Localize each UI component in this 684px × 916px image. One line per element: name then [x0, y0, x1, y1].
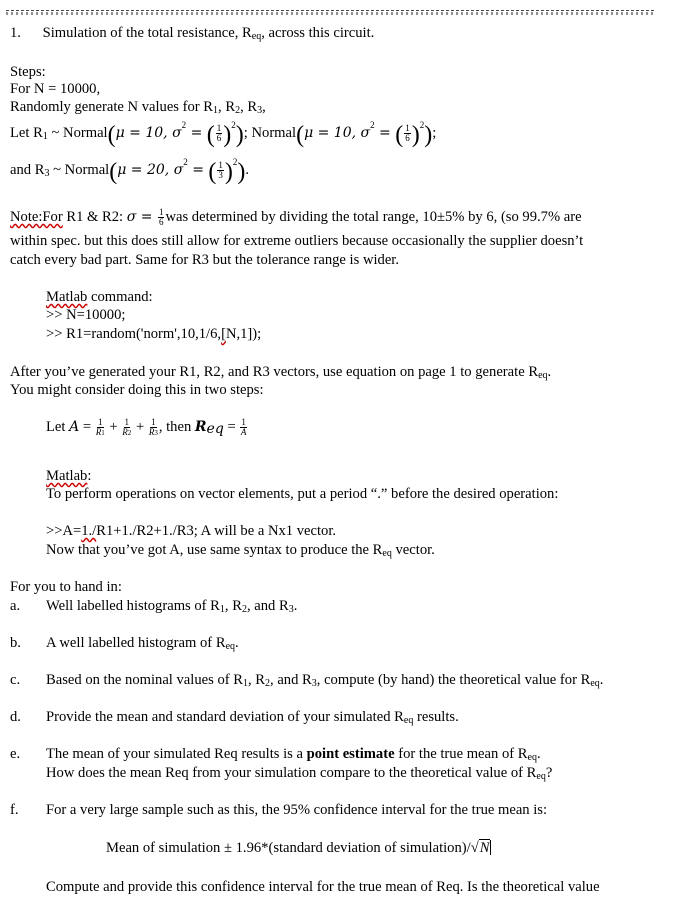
- handin-item-f-line-3: Compute and provide this confidence interval for the true mean of Req. Is the theoretical value: [46, 879, 600, 895]
- after-line-2: You might consider doing this in two steps:: [10, 382, 264, 398]
- handin-item-d: d. Provide the mean and standard deviation of your simulated $R_{eq}$ results.: [10, 709, 459, 726]
- note-line-2: within spec. but this does still allow for extreme outliers because occasionally the supplier doesn’t: [10, 233, 584, 249]
- problem-number: 1.: [10, 25, 21, 41]
- handin-item-e: e. The mean of your simulated Req results is a point estimate for the true mean of $R_{eq}$.: [10, 746, 541, 763]
- handin-item-e-line-2: How does the mean Req from your simulation compare to the theoretical value of $R_{eq}$?: [46, 765, 553, 782]
- matlab-req-hint: Now that you’ve got A, use same syntax to produce the $R_{eq}$ vector.: [46, 542, 435, 559]
- steps-n: For N = 10000,: [10, 81, 101, 97]
- problem-title: 1. Simulation of the total resistance, $R_{eq}$, across this circuit.: [10, 25, 375, 42]
- equation-let-a: Let A = $\frac{1}{R1}$ + $\frac{1}{R2}$ + $\frac{1}{R3}$ , then Req = $\frac{1}{A}$: [46, 417, 247, 438]
- handin-heading: For you to hand in:: [10, 579, 122, 595]
- matlab-vector-hint: To perform operations on vector elements, put a period “.” before the desired operation:: [46, 486, 559, 502]
- top-border: [6, 10, 654, 17]
- handin-item-f: f. For a very large sample such as this, the 95% confidence interval for the true mean is:: [10, 802, 548, 818]
- matlab-cmd-n: >> N=10000;: [46, 307, 126, 323]
- steps-generate: Randomly generate N values for $R_1$, $R_2$, $R_3$,: [10, 99, 266, 116]
- handin-item-a: a. Well labelled histograms of $R_1$, $R_2$, and $R_3$.: [10, 598, 298, 615]
- steps-r1-dist: Let $R_1$ ~ Normal(μ = 10, $\sigma^2$ = ( $\frac{1}{6}$ )$^2$); Normal(μ = 10, $\sigma^2$ = ( $\frac{1}{6}$ )$^2$);: [10, 120, 437, 148]
- matlab-cmd-r1: >> R1=random('norm',10,1/6,[N,1]);: [46, 326, 262, 342]
- matlab-command-label: Matlab command:: [46, 289, 153, 305]
- confidence-interval-formula: Mean of simulation ± 1.96*(standard deviation of simulation)/√N: [106, 840, 490, 856]
- steps-heading: Steps:: [10, 64, 46, 80]
- note-line-3: catch every bad part. Same for R3 but the tolerance range is wider.: [10, 252, 400, 268]
- after-line-1: After you’ve generated your R1, R2, and R3 vectors, use equation on page 1 to generate $R_{eq}$.: [10, 364, 552, 381]
- title-text: Simulation of the total resistance, R: [42, 25, 252, 41]
- handin-item-c: c. Based on the nominal values of $R_1$, $R_2$, and $R_3$, compute (by hand) the theoretical value for $R_{eq}$.: [10, 672, 604, 689]
- matlab-label-2: Matlab:: [46, 468, 92, 484]
- matlab-cmd-a: >>A=1./R1+1./R2+1./R3; A will be a Nx1 vector.: [46, 523, 337, 539]
- steps-r3-dist: and $R_3$ ~ Normal(μ = 20, $\sigma^2$ = ( $\frac{1}{3}$ )$^2$).: [10, 157, 250, 185]
- note-line-1: Note:For R1 & R2: σ = $\frac{1}{6}$ was determined by dividing the total range, 10±5% by 6, (so 99.7% are: [10, 207, 582, 228]
- handin-item-b: b. A well labelled histogram of $R_{eq}$.: [10, 635, 239, 652]
